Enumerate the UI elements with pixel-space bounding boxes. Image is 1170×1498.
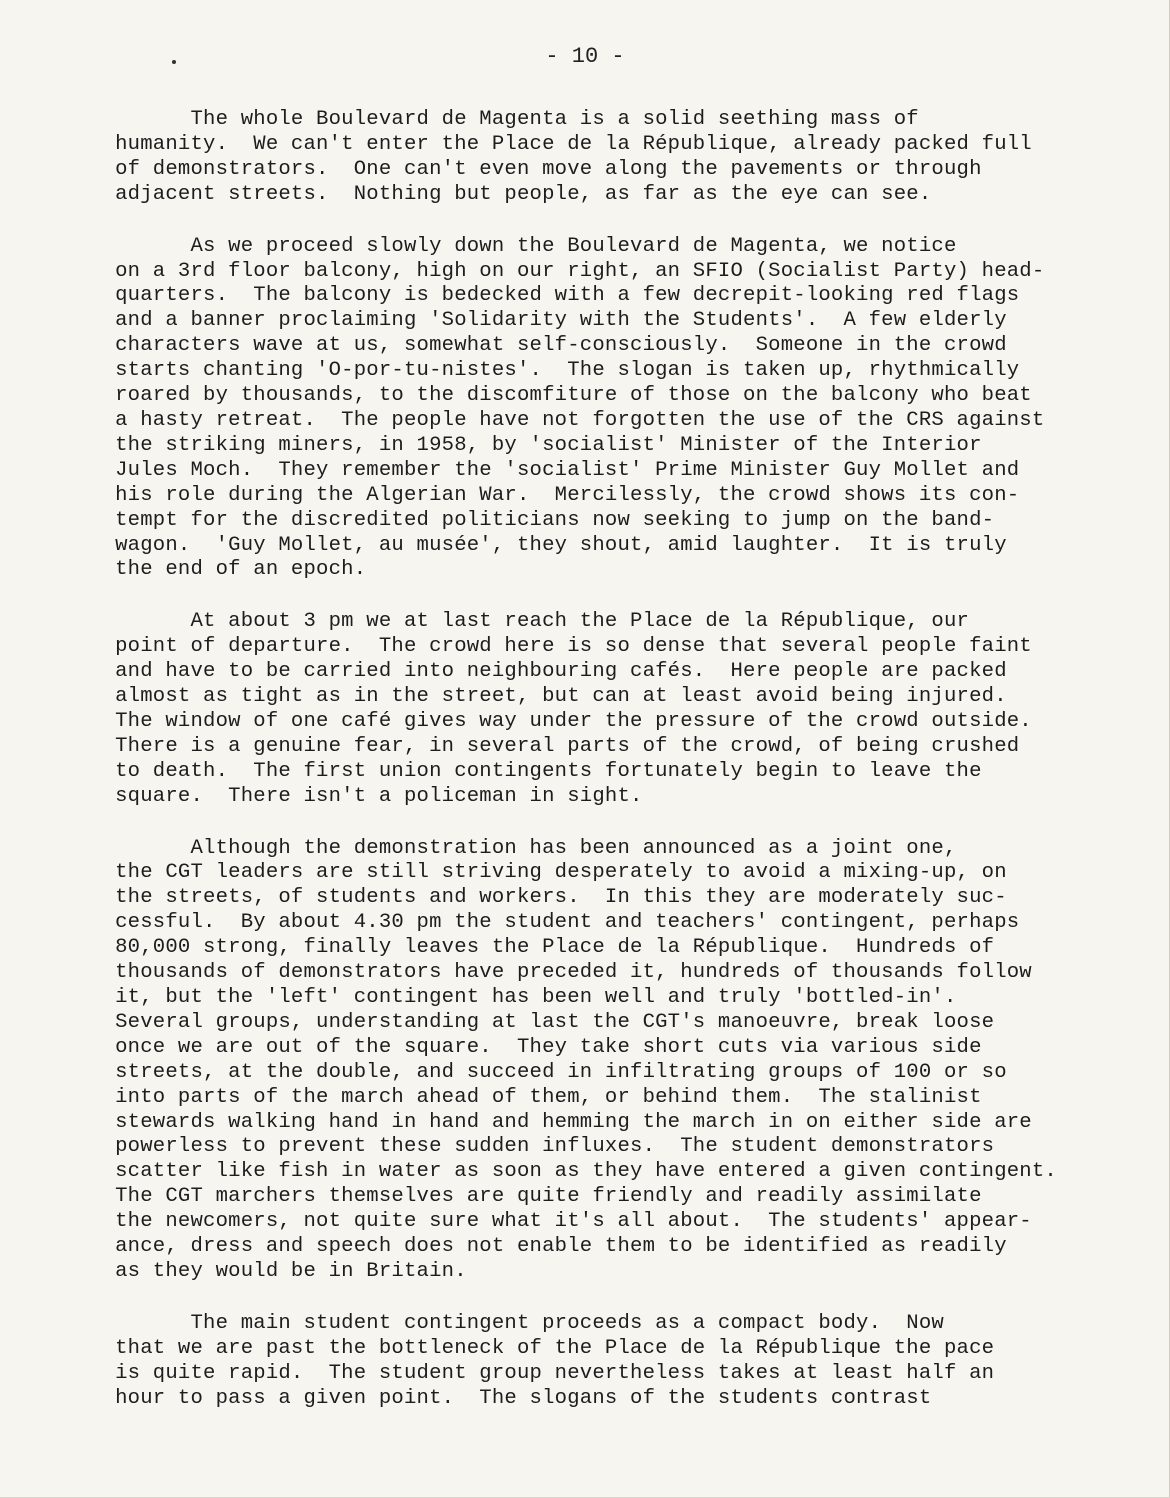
paragraph-sfio-balcony (90, 235, 1120, 584)
text-line: Jules Moch. They remember the 'socialist' Prime Minister Guy Mollet and (90, 458, 1020, 482)
text-line: Several groups, understanding at last the CGT's manoeuvre, break loose (90, 1010, 995, 1034)
text-line: 80,000 strong, finally leaves the Place de la République. Hundreds of (90, 936, 995, 960)
text-line: the CGT leaders are still striving desperately to avoid a mixing-up, on (90, 861, 1007, 885)
text-line: powerless to prevent these sudden influxes. The student demonstrators (90, 1135, 995, 1159)
document-body (90, 108, 1120, 1439)
text-line: thousands of demonstrators have preceded it, hundreds of thousands follow (90, 961, 1032, 985)
text-line: humanity. We can't enter the Place de la République, already packed full (90, 132, 1032, 156)
text-line: the newcomers, not quite sure what it's all about. The students' appear- (90, 1210, 1032, 1234)
text-line: streets, at the double, and succeed in infiltrating groups of 100 or so (90, 1060, 1007, 1084)
paragraph-main-student-contingent (90, 1312, 1120, 1412)
text-line: The CGT marchers themselves are quite friendly and readily assimilate (90, 1185, 982, 1209)
page-number: - 10 - (545, 44, 625, 69)
text-line: his role during the Algerian War. Mercilessly, the crowd shows its con- (90, 483, 1020, 507)
text-line: almost as tight as in the street, but can at least avoid being injured. (90, 685, 1007, 709)
text-line: starts chanting 'O-por-tu-nistes'. The slogan is taken up, rhythmically (90, 359, 1020, 383)
text-line: the striking miners, in 1958, by 'socialist' Minister of the Interior (90, 433, 982, 457)
text-line: The main student contingent proceeds as a compact body. Now (90, 1311, 944, 1335)
text-line: stewards walking hand in hand and hemming the march in on either side are (90, 1110, 1032, 1134)
text-line: quarters. The balcony is bedecked with a few decrepit-looking red flags (90, 284, 1020, 308)
text-line: characters wave at us, somewhat self-consciously. Someone in the crowd (90, 334, 1007, 358)
text-line: of demonstrators. One can't even move along the pavements or through (90, 157, 982, 181)
text-line: is quite rapid. The student group nevertheless takes at least half an (90, 1361, 995, 1385)
text-line: At about 3 pm we at last reach the Place de la République, our (90, 610, 970, 634)
text-line: wagon. 'Guy Mollet, au musée', they shout, amid laughter. It is truly (90, 533, 1007, 557)
text-line: into parts of the march ahead of them, or behind them. The stalinist (90, 1085, 982, 1109)
text-line: and have to be carried into neighbouring cafés. Here people are packed (90, 660, 1007, 684)
text-line: once we are out of the square. They take short cuts via various side (90, 1035, 982, 1059)
text-line: the end of an epoch. (90, 558, 367, 582)
text-line: on a 3rd floor balcony, high on our right, an SFIO (Socialist Party) head- (90, 259, 1045, 283)
text-line: adjacent streets. Nothing but people, as far as the eye can see. (90, 182, 932, 206)
text-line: scatter like fish in water as soon as they have entered a given contingent. (90, 1160, 1057, 1184)
text-line: to death. The first union contingents fortunately begin to leave the (90, 759, 982, 783)
text-line: it, but the 'left' contingent has been well and truly 'bottled-in'. (90, 986, 957, 1009)
text-line: roared by thousands, to the discomfiture of those on the balcony who beat (90, 384, 1032, 408)
text-line: point of departure. The crowd here is so dense that several people faint (90, 635, 1032, 659)
text-line: Although the demonstration has been announced as a joint one, (90, 836, 957, 860)
text-line: ance, dress and speech does not enable them to be identified as readily (90, 1235, 1007, 1259)
text-line: hour to pass a given point. The slogans of the students contrast (90, 1386, 932, 1410)
text-line: that we are past the bottleneck of the Place de la République the pace (90, 1336, 995, 1360)
text-line: cessful. By about 4.30 pm the student and teachers' contingent, perhaps (90, 911, 1020, 935)
text-line: tempt for the discredited politicians now seeking to jump on the band- (90, 508, 995, 532)
text-line: As we proceed slowly down the Boulevard de Magenta, we notice (90, 234, 957, 258)
text-line: The window of one café gives way under the pressure of the crowd outside. (90, 709, 1032, 733)
text-line: The whole Boulevard de Magenta is a solid seething mass of (90, 108, 919, 131)
text-line: square. There isn't a policeman in sight. (90, 784, 643, 808)
paragraph-cgt-leaders (90, 837, 1120, 1285)
paragraph-place-republique (90, 610, 1120, 809)
paragraph-boulevard-magenta (90, 108, 1120, 208)
text-line: There is a genuine fear, in several parts of the crowd, of being crushed (90, 734, 1020, 758)
text-line: a hasty retreat. The people have not forgotten the use of the CRS against (90, 408, 1045, 432)
text-line: as they would be in Britain. (90, 1259, 467, 1283)
text-line: the streets, of students and workers. In this they are moderately suc- (90, 886, 1007, 910)
text-line: and a banner proclaiming 'Solidarity with the Students'. A few elderly (90, 309, 1007, 333)
